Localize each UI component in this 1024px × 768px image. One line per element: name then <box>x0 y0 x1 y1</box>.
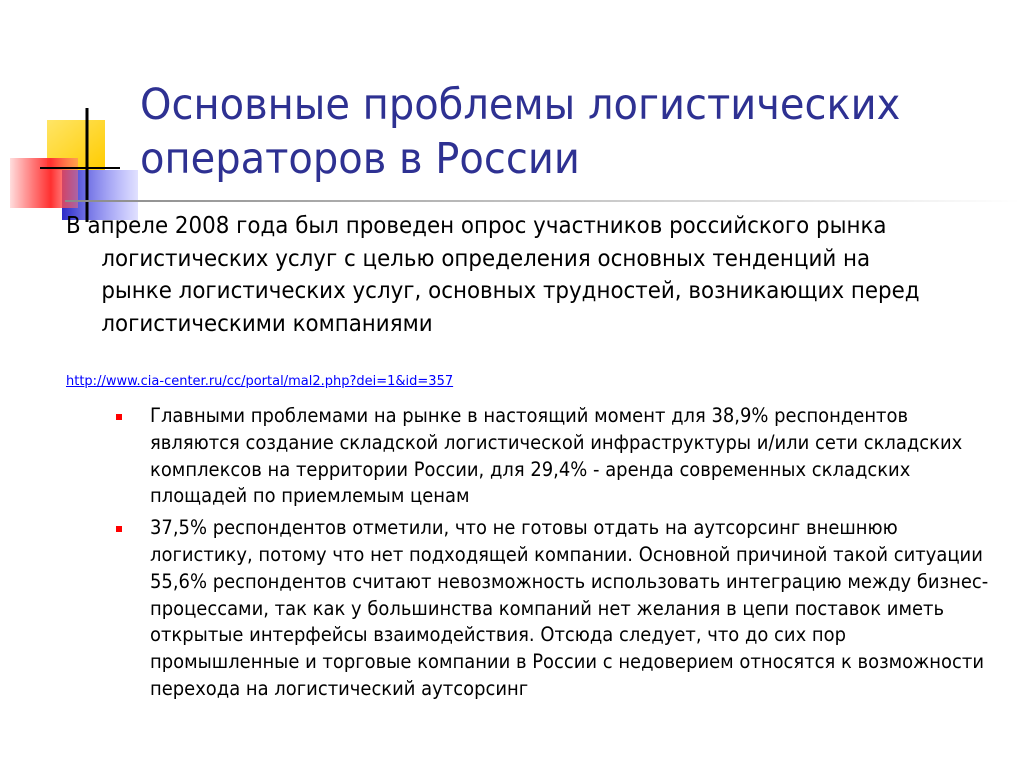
decorative-squares <box>0 0 140 230</box>
list-item <box>116 403 1016 510</box>
bullet-square-icon <box>116 526 122 532</box>
title-divider <box>65 200 1020 202</box>
slide-title <box>140 78 940 186</box>
title-line-2: операторов в России <box>140 134 580 184</box>
source-link[interactable]: http://www.cia-center.ru/cc/portal/mal2.php?dei=1&id=357 <box>66 374 454 389</box>
list-item <box>116 515 1016 703</box>
intro-paragraph: В апреле 2008 года был проведен опрос участников российского рынка логистических услуг с целью определения основных тенденций на рынке логистических услуг, основных трудностей, возникающих перед логистическими компаниями <box>66 213 920 337</box>
bullet-text: 37,5% респондентов отметили, что не готовы отдать на аутсорсинг внешнюю логистику, потому что нет подходящей компании. Основной причиной такой ситуации 55,6% респондентов считают невозможность использовать интеграцию между бизнес-процессами, так как у большинства компаний нет желания в цепи поставок иметь открытые интерфейсы взаимодействия. Отсюда следует, что до сих пор промышленные и торговые компании в России с недоверием относятся к возможности перехода на логистический аутсорсинг <box>150 516 989 700</box>
title-line-1: Основные проблемы логистических <box>140 80 901 130</box>
bullet-list <box>116 403 1016 708</box>
bullet-text: Главными проблемами на рынке в настоящий момент для 38,9% респондентов являются создание складской логистической инфраструктуры и/или сети складских комплексов на территории России, для 29,4% - аренда современных складских площадей по приемлемым ценам <box>150 404 963 508</box>
bullet-square-icon <box>116 414 122 420</box>
